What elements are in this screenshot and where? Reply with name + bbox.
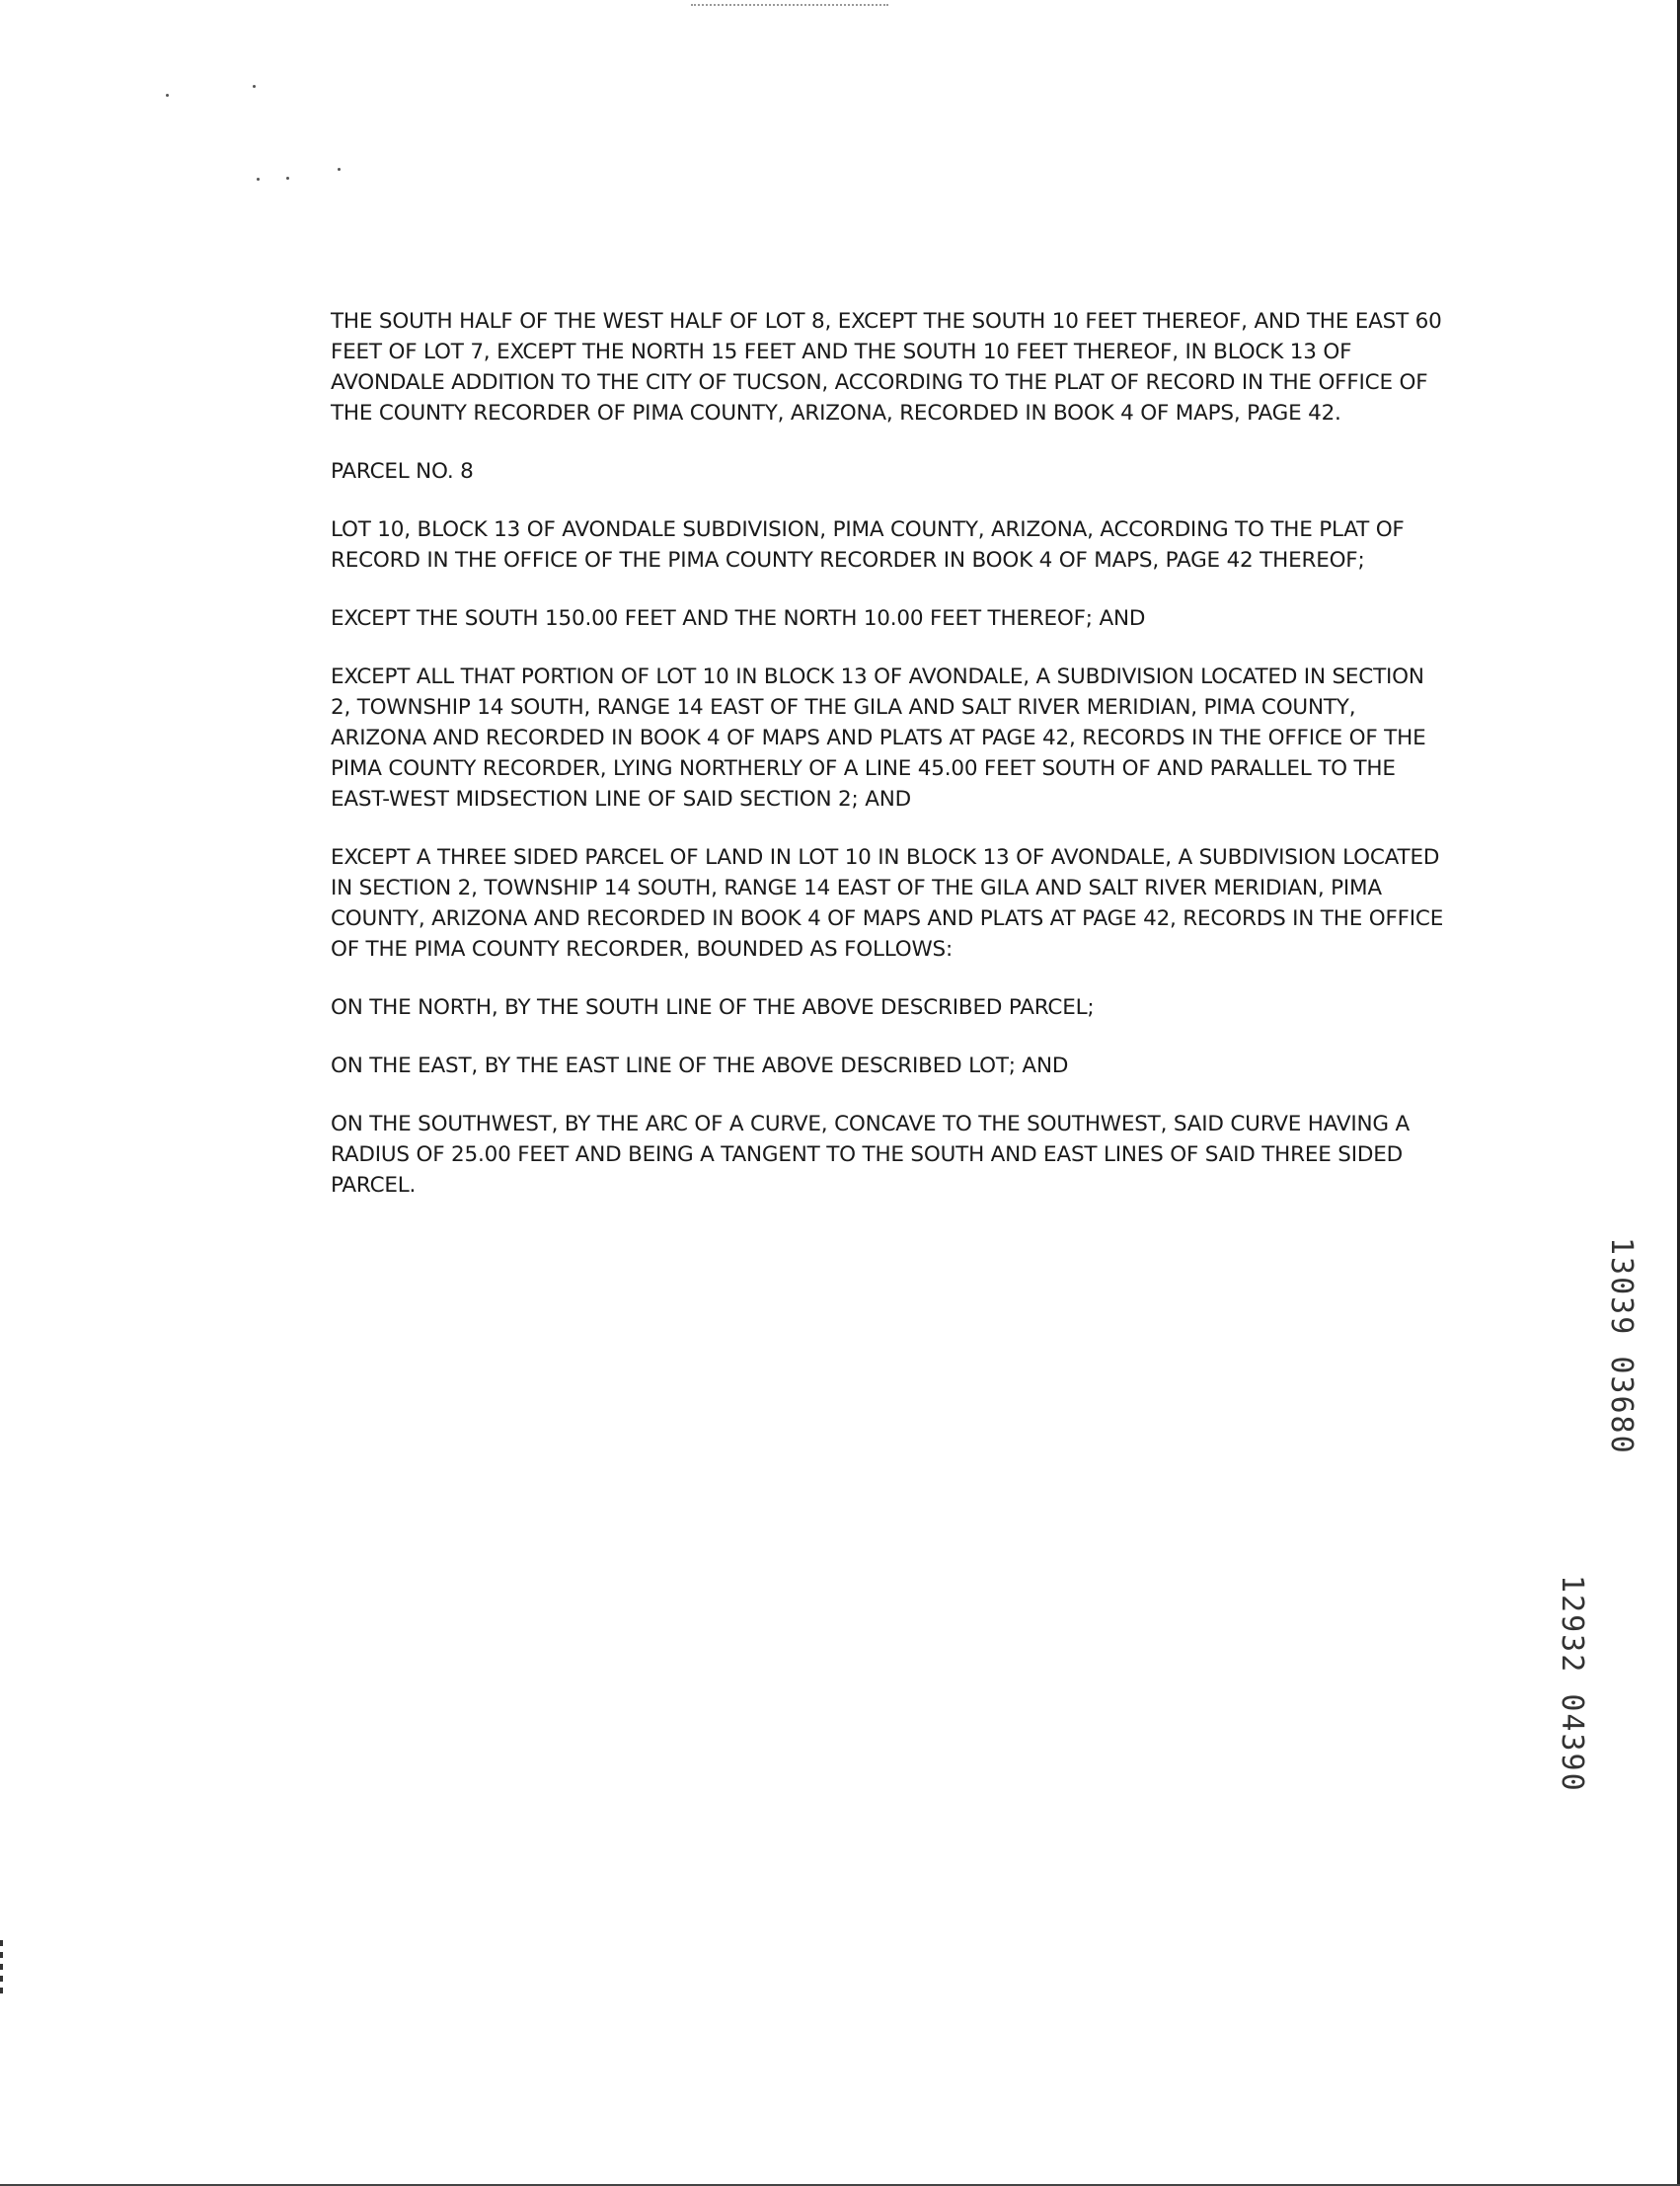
scan-edge-ticks (0, 1940, 3, 1999)
paragraph-exception-three-sided: EXCEPT A THREE SIDED PARCEL OF LAND IN LOT 10 IN BLOCK 13 OF AVONDALE, A SUBDIVISION LOCATED IN SECTION 2, TOWNSHIP 14 SOUTH, RANGE 14 EAST OF THE GILA AND SALT RIVER MERIDIAN, PIMA COUNTY, ARIZONA AND RECORDED IN BOOK 4 OF MAPS AND PLATS AT PAGE 42, RECORDS IN THE OFFICE OF THE PIMA COUNTY RECORDER, BOUNDED AS FOLLOWS: (331, 845, 1444, 962)
paragraph-bound-east: ON THE EAST, BY THE EAST LINE OF THE ABOVE DESCRIBED LOT; AND (331, 1054, 1069, 1078)
legal-description (331, 306, 1446, 1228)
scan-speck (286, 177, 289, 180)
scan-speck (253, 85, 256, 88)
paragraph-lot-8-description: THE SOUTH HALF OF THE WEST HALF OF LOT 8, EXCEPT THE SOUTH 10 FEET THEREOF, AND THE EAST 60 FEET OF LOT 7, EXCEPT THE NORTH 15 FEET AND THE SOUTH 10 FEET THEREOF, IN BLOCK 13 OF AVONDALE ADDITION TO THE CITY OF TUCSON, ACCORDING TO THE PLAT OF RECORD IN THE OFFICE OF THE COUNTY RECORDER OF PIMA COUNTY, ARIZONA, RECORDED IN BOOK 4 OF MAPS, PAGE 42. (331, 309, 1442, 426)
parcel-heading: PARCEL NO. 8 (331, 459, 474, 484)
scan-speck (166, 94, 169, 97)
scan-top-mark (691, 0, 888, 6)
paragraph-lot-10-description: LOT 10, BLOCK 13 OF AVONDALE SUBDIVISION, PIMA COUNTY, ARIZONA, ACCORDING TO THE PLAT OF RECORD IN THE OFFICE OF THE PIMA COUNTY RECORDER IN BOOK 4 OF MAPS, PAGE 42 THEREOF; (331, 517, 1405, 573)
paragraph-exception-south-north: EXCEPT THE SOUTH 150.00 FEET AND THE NORTH 10.00 FEET THEREOF; AND (331, 606, 1146, 631)
scan-speck (338, 168, 341, 171)
recording-stamp-secondary: 12932 04390 (1555, 1575, 1589, 1793)
paragraph-exception-portion: EXCEPT ALL THAT PORTION OF LOT 10 IN BLOCK 13 OF AVONDALE, A SUBDIVISION LOCATED IN SECTION 2, TOWNSHIP 14 SOUTH, RANGE 14 EAST OF THE GILA AND SALT RIVER MERIDIAN, PIMA COUNTY, ARIZONA AND RECORDED IN BOOK 4 OF MAPS AND PLATS AT PAGE 42, RECORDS IN THE OFFICE OF THE PIMA COUNTY RECORDER, LYING NORTHERLY OF A LINE 45.00 FEET SOUTH OF AND PARALLEL TO THE EAST-WEST MIDSECTION LINE OF SAID SECTION 2; AND (331, 664, 1426, 812)
paragraph-bound-southwest: ON THE SOUTHWEST, BY THE ARC OF A CURVE, CONCAVE TO THE SOUTHWEST, SAID CURVE HAVING A RADIUS OF 25.00 FEET AND BEING A TANGENT TO THE SOUTH AND EAST LINES OF SAID THREE SIDED PARCEL. (331, 1112, 1411, 1198)
recording-stamp-primary: 13039 03680 (1604, 1237, 1639, 1455)
paragraph-bound-north: ON THE NORTH, BY THE SOUTH LINE OF THE ABOVE DESCRIBED PARCEL; (331, 995, 1095, 1020)
scan-speck (257, 178, 260, 181)
